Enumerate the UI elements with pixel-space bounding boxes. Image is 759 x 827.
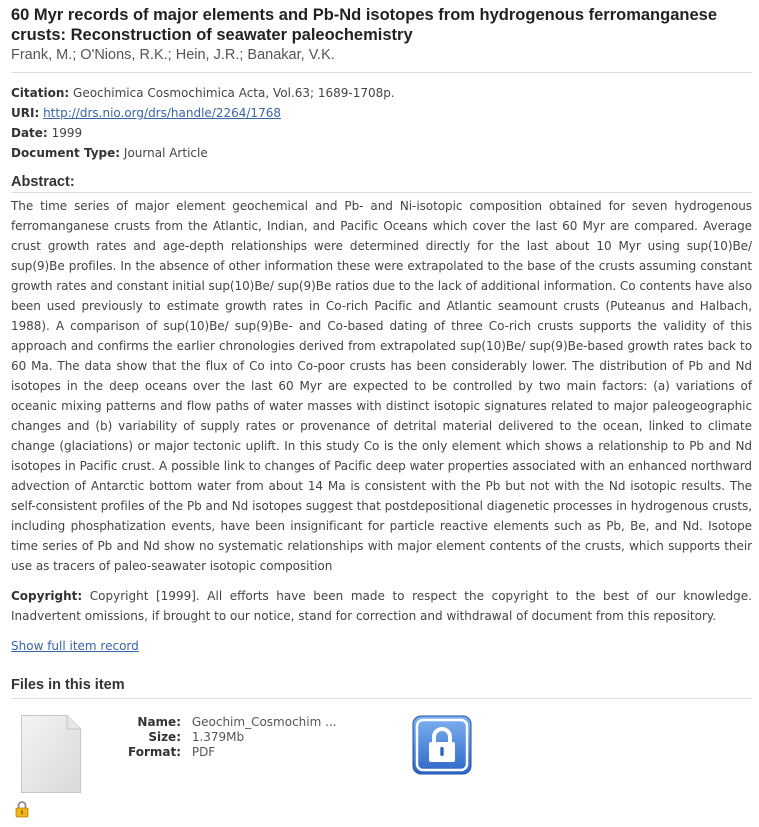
files-heading: Files in this item (11, 677, 125, 693)
item-view (11, 0, 752, 827)
file-thumbnail-icon[interactable] (21, 715, 81, 793)
file-name-label: Name: (137, 715, 181, 729)
copyright-block (11, 586, 752, 626)
access-restricted-lock-icon[interactable] (412, 715, 472, 775)
page-title: 60 Myr records of major elements and Pb-Nd isotopes from hydrogenous ferromanganese crusts: Reconstruction of seawater paleochemistry (11, 6, 717, 44)
file-format-label: Format: (127, 745, 181, 759)
file-details (121, 715, 337, 760)
date-value: 1999 (51, 126, 83, 140)
copyright-label: Copyright: (11, 589, 83, 603)
file-name-value: Geochim_Cosmochim ... (191, 715, 337, 729)
abstract-heading: Abstract: (11, 174, 75, 190)
file-size-label: Size: (148, 730, 181, 744)
divider (11, 72, 752, 73)
copyright-text: Copyright [1999]. All efforts have been made to respect the copyright to the best of our knowledge. Inadvertent omissions, if brought to our notice, stand for correction and withdrawal of document from this repository. (11, 589, 752, 623)
lock-icon (15, 800, 29, 818)
citation-value: Geochimica Cosmochimica Acta, Vol.63; 1689-1708p. (73, 86, 395, 100)
authors: Frank, M.; O'Nions, R.K.; Hein, J.R.; Banakar, V.K. (11, 47, 335, 63)
uri-label: URI: (11, 106, 40, 120)
date-row (11, 123, 752, 143)
citation-label: Citation: (11, 86, 70, 100)
file-format-value: PDF (191, 745, 216, 759)
file-size-value: 1.379Mb (191, 730, 245, 744)
abstract-text: The time series of major element geochemical and Pb- and Ni-isotopic composition obtained for seven hydrogenous ferromanganese crusts from the Atlantic, Indian, and Pacific Oceans which cover the last 60 Myr are compared. Average crust growth rates and age-depth relationships were determined directly for the last about 10 Myr using sup(10)Be/ sup(9)Be profiles. In the absence of other information these were extrapolated to the base of the crusts assuming constant growth rates and constant initial sup(10)Be/ sup(9)Be ratios due to the lack of additional information. Co contents have also been used previously to estimate growth rates in Co-rich Pacific and Atlantic seamount crusts (Puteanus and Halbach, 1988). A comparison of sup(10)Be/ sup(9)Be- and Co-based dating of three Co-rich crusts supports the validity of this approach and confirms the earlier chronologies derived from extrapolated sup(10)Be/ sup(9)Be-based growth rates back to 60 Ma. The data show that the flux of Co into Co-poor crusts has been considerably lower. The distribution of Pb and Nd isotopes in the deep oceans over the last 60 Myr are expected to be controlled by two main factors: (a) variations of oceanic mixing patterns and flow paths of water masses with distinct isotopic signatures related to major paleogeographic changes and (b) variability of supply rates or provenance of detrital material delivered to the ocean, linked to climate change (glaciations) or major tectonic uplift. In this study Co is the only element which shows a relationship to Pb and Nd isotopes in Pacific crust. A possible link to changes of Pacific deep water properties associated with an enhanced northward advection of Antarctic bottom water from about 14 Ma is consistent with the Pb but not with the Nd isotopic results. The self-consistent profiles of the Pb and Nd isotopes suggest that postdepositional diagenetic processes in hydrogenous crusts, including phosphatization events, have been insignificant for particle reactive elements such as Pb, Be, and Nd. Isotope time series of Pb and Nd show no systematic relationships with major element contents of the crusts, which supports their use as tracers of paleo-seawater isotopic composition (11, 199, 752, 573)
date-label: Date: (11, 126, 48, 140)
doctype-value: Journal Article (123, 146, 208, 160)
file-item (11, 699, 752, 827)
show-full-record-link[interactable]: Show full item record (11, 639, 139, 653)
citation-row (11, 83, 752, 103)
divider (11, 192, 752, 193)
uri-row (11, 103, 752, 123)
doctype-row (11, 143, 752, 163)
metadata-list (11, 83, 752, 163)
doctype-label: Document Type: (11, 146, 121, 160)
uri-link[interactable]: http://drs.nio.org/drs/handle/2264/1768 (43, 106, 281, 120)
